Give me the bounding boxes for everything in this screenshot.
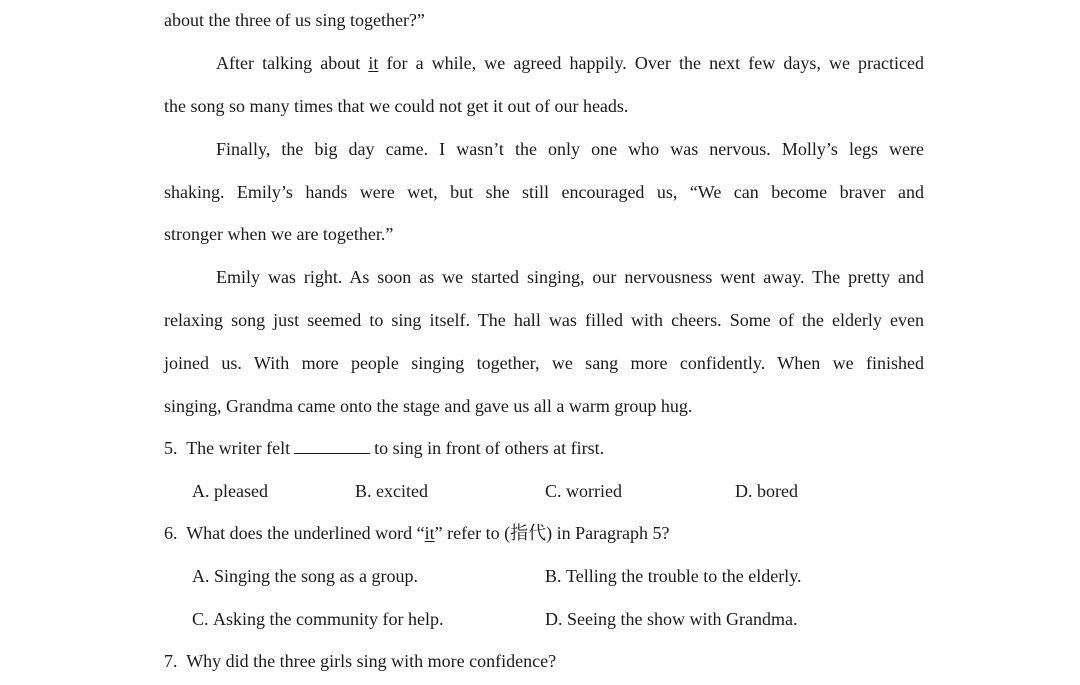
passage-paragraph-7-line: Emily was right. As soon as we started singing, our nervousness went away. The pretty and (216, 267, 924, 287)
option-b: B. excited (355, 481, 428, 501)
passage-line: joined us. With more people singing together, we sang more confidently. When we finished (164, 353, 924, 373)
option-b: B. Telling the trouble to the elderly. (545, 566, 802, 586)
passage-paragraph-5-line: After talking about it for a while, we agreed happily. Over the next few days, we practiced (216, 53, 925, 73)
passage-line: stronger when we are together.” (164, 224, 394, 244)
question-stem: 7. Why did the three girls sing with more confidence? (164, 651, 557, 671)
passage-line: the song so many times that we could not get it out of our heads. (164, 96, 629, 116)
underlined-word-it: it (368, 53, 379, 73)
passage-line: relaxing song just seemed to sing itself. The hall was filled with cheers. Some of the elderly even (164, 310, 924, 330)
question-number: 5. (164, 438, 178, 458)
question-number: 7. (164, 651, 178, 671)
passage-paragraph-6-line: Finally, the big day came. I wasn’t the only one who was nervous. Molly’s legs were (216, 139, 924, 159)
option-c: C. worried (545, 481, 622, 501)
option-c: C. Asking the community for help. (192, 609, 444, 629)
option-a: A. Singing the song as a group. (192, 566, 418, 586)
option-a: A. pleased (192, 481, 268, 501)
option-d: D. bored (735, 481, 798, 501)
question-number: 6. (164, 523, 178, 543)
option-d: D. Seeing the show with Grandma. (545, 609, 798, 629)
passage-line: shaking. Emily’s hands were wet, but she still encouraged us, “We can become braver and (164, 182, 924, 202)
passage-line: singing, Grandma came onto the stage and gave us all a warm group hug. (164, 396, 693, 416)
question-stem: 6. What does the underlined word “it” refer to (指代) in Paragraph 5? (164, 523, 670, 543)
answer-blank (294, 437, 370, 454)
question-stem: 5. The writer felt to sing in front of others at first. (164, 438, 605, 458)
passage-line: about the three of us sing together?” (164, 10, 425, 30)
underlined-word-it: it (424, 523, 435, 543)
